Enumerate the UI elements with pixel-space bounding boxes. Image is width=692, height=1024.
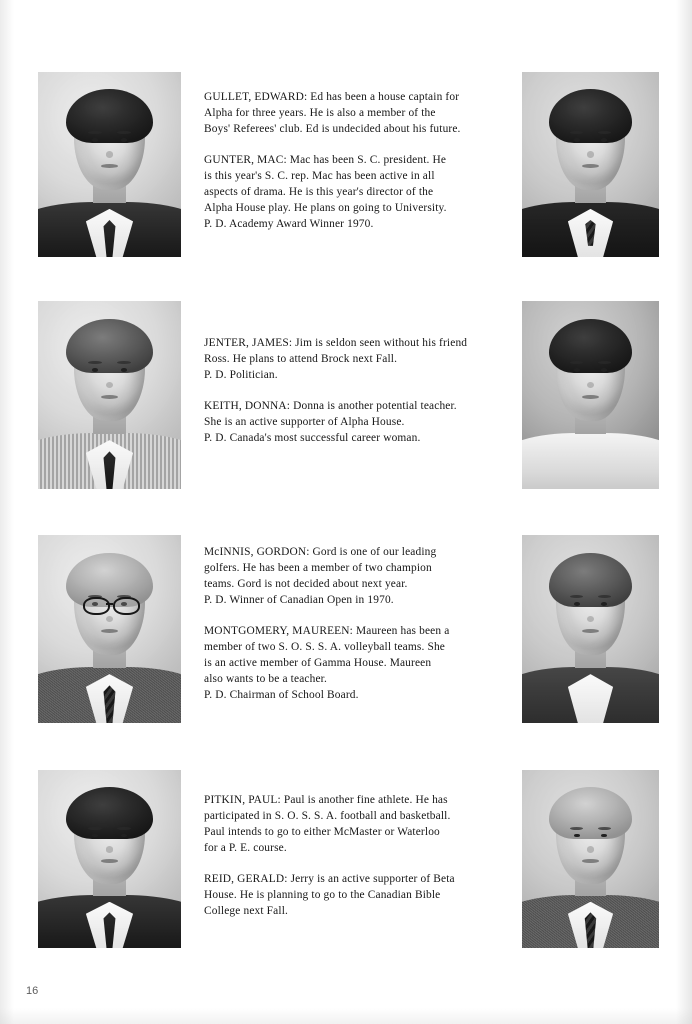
portrait-eyebrow [570, 595, 583, 598]
bio-line: McINNIS, GORDON: Gord is one of our leading [204, 546, 437, 558]
portrait-eyebrow [570, 131, 583, 134]
bio-line: for a P. E. course. [204, 841, 287, 854]
bio-entry [204, 336, 512, 384]
bio-line: Alpha for three years. He is also a member of the [204, 106, 436, 119]
portrait-pitkin-paul [38, 770, 181, 948]
portrait-gunter-mac [522, 72, 659, 257]
bio-entry [204, 90, 512, 138]
portrait-nose [106, 151, 114, 158]
bio-entry [204, 793, 512, 857]
portrait-montgomery-maureen [522, 535, 659, 723]
portrait-eyebrow [88, 827, 102, 830]
bio-line: Boys' Referees' club. Ed is undecided about his future. [204, 122, 461, 135]
bio-line: KEITH, DONNA: Donna is another potential teacher. [204, 400, 457, 413]
glasses-icon [83, 597, 109, 615]
bio-line: P. D. Politician. [204, 368, 278, 381]
portrait-nose [587, 846, 595, 852]
portrait-mouth [582, 629, 598, 633]
portrait-mcinnis-gordon [38, 535, 181, 723]
bio-line: member of two S. O. S. S. A. volleyball teams. She [204, 641, 445, 654]
bio-line: House. He is planning to go to the Canadian Bible [204, 889, 441, 902]
portrait-eyebrow [570, 361, 583, 364]
portrait-eyebrow [117, 827, 131, 830]
portrait-eyebrow [117, 361, 131, 364]
portrait-gullet-edward [38, 72, 181, 257]
bio-line: teams. Gord is not decided about next year. [204, 577, 408, 590]
portrait-eyebrow [570, 827, 583, 830]
portrait-eyebrow [598, 131, 611, 134]
bio-line: Ross. He plans to attend Brock next Fall. [204, 352, 398, 365]
bio-line: also wants to be a teacher. [204, 672, 327, 685]
bio-block-row-4 [204, 793, 512, 920]
portrait-mouth [582, 395, 598, 399]
bio-line: golfers. He has been a member of two champion [204, 561, 432, 574]
bio-line: P. D. Canada's most successful career woman. [204, 432, 421, 445]
portrait-mouth [101, 629, 118, 633]
portrait-eyebrow [88, 361, 102, 364]
bio-line: College next Fall. [204, 904, 289, 917]
portrait-eyebrow [598, 827, 611, 830]
portrait-reid-gerald [522, 770, 659, 948]
bio-line: is an active member of Gamma House. Maureen [204, 656, 432, 669]
bio-entry [204, 624, 512, 704]
portrait-nose [106, 846, 114, 852]
portrait-attire [522, 433, 659, 489]
bio-entry [204, 545, 512, 609]
portrait-keith-donna [522, 301, 659, 489]
page-edge-shadow-left [0, 0, 14, 1024]
bio-block-row-1 [204, 90, 512, 233]
bio-line: Paul intends to go to either McMaster or Waterloo [204, 825, 440, 838]
bio-line: P. D. Chairman of School Board. [204, 688, 359, 701]
portrait-mouth [101, 859, 118, 863]
bio-line: P. D. Winner of Canadian Open in 1970. [204, 593, 394, 606]
bio-line: PITKIN, PAUL: Paul is another fine athlete. He has [204, 794, 448, 806]
portrait-jenter-james [38, 301, 181, 489]
glasses-icon [113, 597, 139, 615]
bio-line: JENTER, JAMES: Jim is seldon seen without his friend [204, 337, 468, 349]
portrait-eyebrow [117, 131, 131, 134]
bio-block-row-2 [204, 336, 512, 447]
bio-line: GULLET, EDWARD: Ed has been a house captain for [204, 91, 460, 103]
portrait-eyebrow [598, 595, 611, 598]
bio-entry [204, 399, 512, 447]
portrait-mouth [582, 859, 598, 863]
portrait-eyebrow [88, 131, 102, 134]
portrait-eye [574, 138, 580, 142]
page-edge-shadow-right [676, 0, 692, 1024]
portrait-nose [587, 151, 595, 158]
bio-line: GUNTER, MAC: Mac has been S. C. president. He [204, 154, 447, 167]
bio-line: aspects of drama. He is this year's director of the [204, 186, 434, 199]
bio-line: MONTGOMERY, MAUREEN: Maureen has been a [204, 625, 450, 638]
bio-line: participated in S. O. S. S. A. football and basketball. [204, 809, 451, 822]
bio-line: She is an active supporter of Alpha House. [204, 416, 405, 429]
page-number: 16 [26, 985, 39, 997]
portrait-eyebrow [598, 361, 611, 364]
bio-line: REID, GERALD: Jerry is an active supporter of Beta [204, 873, 455, 886]
bio-block-row-3 [204, 545, 512, 704]
page-edge-shadow-bottom [0, 1008, 692, 1024]
bio-line: is this year's S. C. rep. Mac has been active in all [204, 170, 435, 183]
glasses-bridge-icon [106, 603, 112, 605]
bio-line: P. D. Academy Award Winner 1970. [204, 217, 374, 230]
bio-line: Alpha House play. He plans on going to University. [204, 201, 447, 214]
bio-entry [204, 872, 512, 920]
portrait-mouth [101, 395, 118, 399]
bio-entry [204, 153, 512, 233]
